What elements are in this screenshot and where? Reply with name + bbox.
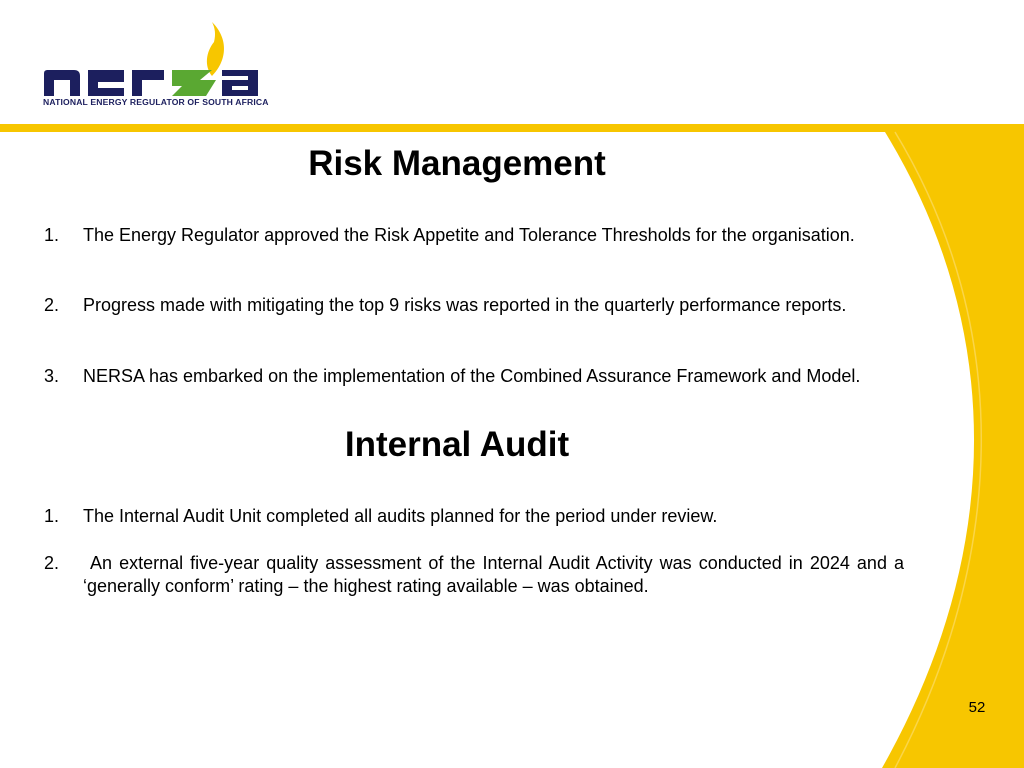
risk-management-title: Risk Management <box>308 144 606 183</box>
risk-list-item <box>44 224 904 247</box>
audit-list-item <box>44 552 910 598</box>
list-number: 1. <box>44 506 60 526</box>
risk-list-item <box>44 294 904 317</box>
list-text: The Energy Regulator approved the Risk Appetite and Tolerance Thresholds for the organisation. <box>83 225 855 245</box>
list-text: The Internal Audit Unit completed all audits planned for the period under review. <box>83 506 718 526</box>
list-number: 1. <box>44 225 60 245</box>
risk-list-item <box>44 365 904 388</box>
page-number: 52 <box>968 699 986 716</box>
list-number: 2. <box>44 553 60 573</box>
logo-subtitle: NATIONAL ENERGY REGULATOR OF SOUTH AFRICA <box>43 97 269 107</box>
list-text: NERSA has embarked on the implementation of the Combined Assurance Framework and Model. <box>83 366 861 386</box>
list-text: An external five-year quality assessment of the Internal Audit Activity was conducted in 2024 and a ‘generally conform’ rating – the highest rating available – was obtained. <box>83 553 910 596</box>
internal-audit-title: Internal Audit <box>344 425 570 464</box>
list-number: 3. <box>44 366 60 386</box>
list-text: Progress made with mitigating the top 9 risks was reported in the quarterly performance reports. <box>83 295 847 315</box>
list-number: 2. <box>44 295 60 315</box>
audit-list-item <box>44 505 904 528</box>
